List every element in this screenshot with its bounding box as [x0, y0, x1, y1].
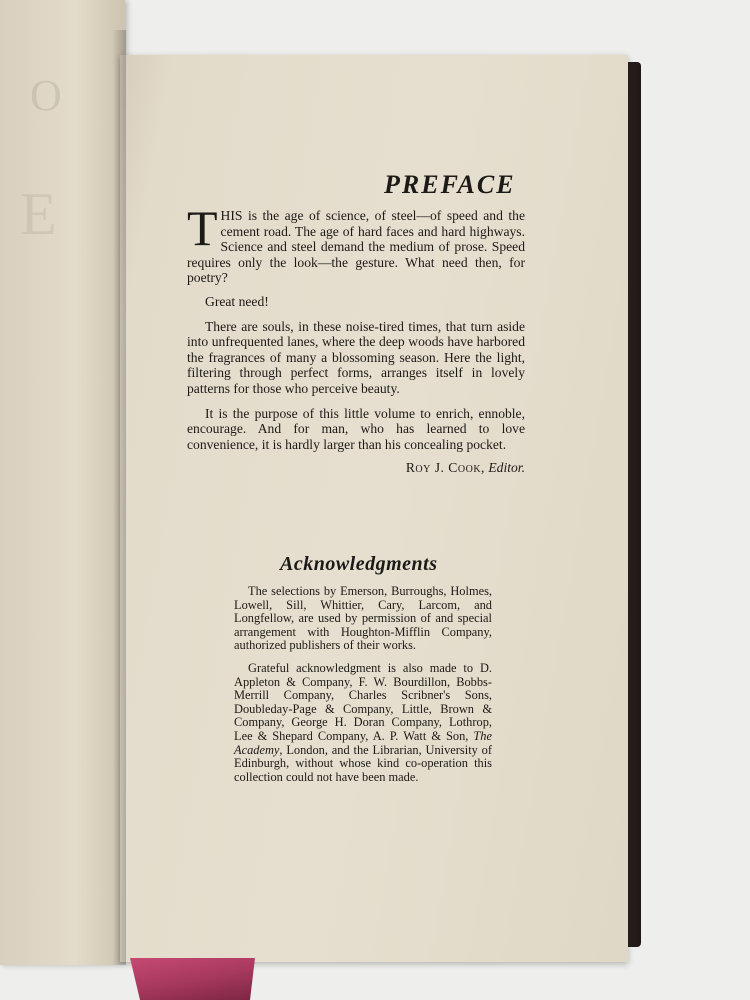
preface-title: PREFACE — [384, 170, 516, 199]
preface-paragraph-3: There are souls, in these noise-tired times, that turn aside into unfrequented lanes, where the deep woods have harbored the fragrances of many a blossoming season. Here the light, filtering through perfect forms, arranges itself in lovely patterns for those who perceive beauty. — [187, 318, 525, 396]
the-academy-title: The Academy — [234, 728, 492, 757]
preface-paragraph-2: Great need! — [205, 293, 269, 309]
acknowledgments-paragraph-1: The selections by Emerson, Burroughs, Holmes, Lowell, Sill, Whittier, Cary, Larcom, and Longfellow, are used by permission of and special arrangement with Houghton-Mifflin Company, authorized publishers of their works. — [234, 584, 492, 653]
drop-cap: T — [187, 200, 218, 256]
acknowledgments-paragraph-2 — [234, 662, 492, 784]
preface-paragraph-4: It is the purpose of this little volume to enrich, ennoble, encourage. And for man, who has learned to love convenience, it is hardly larger than his concealing pocket. — [187, 405, 525, 452]
bleed-through-letter-e: E — [20, 181, 57, 247]
acknowledgments-body — [234, 585, 492, 784]
signature-role: Editor. — [488, 460, 525, 476]
signature-name: Roy J. Cook, — [405, 460, 485, 476]
acknowledgments-title: Acknowledgments — [280, 553, 438, 575]
editor-signature — [187, 460, 525, 476]
acknowledgments-paragraph-2-part-a: Grateful acknowledgment is also made to D. Appleton & Company, F. W. Bourdillon, Bobbs-Merrill Company, Charles Scribner's Sons, Doubleday-Page & Company, Little, Brown & Company, George H. Doran Company, Lothrop, Lee & Shepard Company, A. P. Watt & Son, — [234, 660, 492, 743]
preface-body — [187, 200, 525, 476]
ribbon-bookmark — [130, 958, 255, 1000]
preface-paragraph-1-text: HIS is the age of science, of steel—of speed and the cement road. The age of hard faces and hard highways. Science and steel demand the medium of prose. Speed requires only the look—the gesture. What need then, for poetry? — [187, 208, 525, 286]
book-page — [120, 55, 628, 962]
acknowledgments-paragraph-2-part-b: , London, and the Librarian, University of Edinburgh, without whose kind co-operation this collection could not have been made. — [234, 742, 492, 784]
spine-shadow — [112, 30, 126, 965]
preface-paragraph-1 — [187, 200, 525, 286]
left-facing-page — [0, 0, 125, 965]
bleed-through-letters: O — [30, 71, 64, 120]
